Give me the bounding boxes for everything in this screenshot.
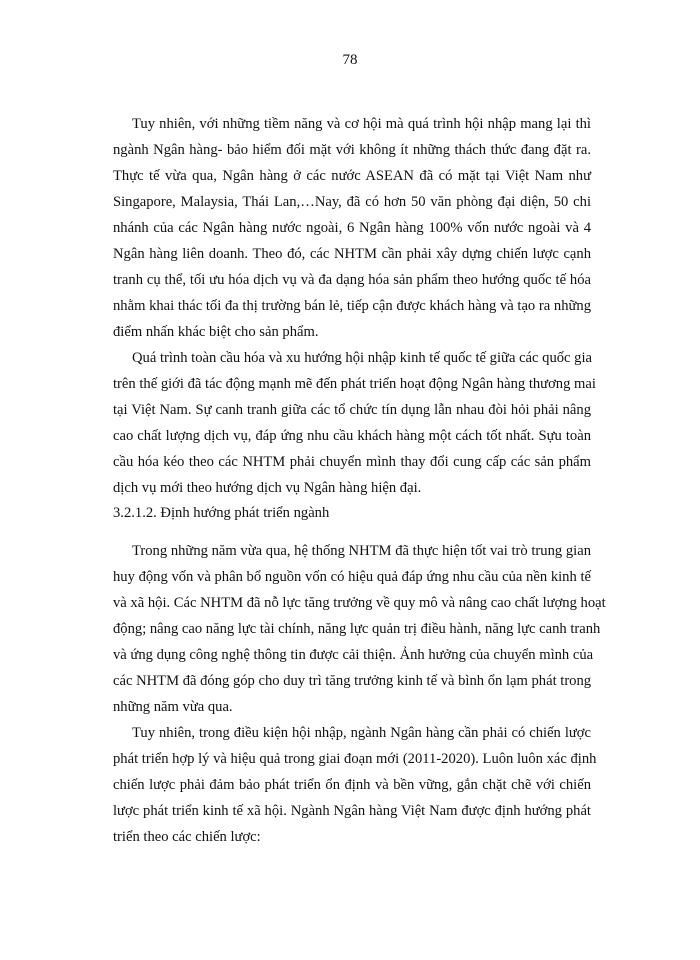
- paragraph-1-line-3: Thực tế vừa qua, Ngân hàng ở các nước ASEAN đã có mặt tại Việt Nam như: [113, 168, 591, 184]
- paragraph-4-line-4: lược phát triển kinh tế xã hội. Ngành Ngân hàng Việt Nam được định hướng phát: [113, 803, 591, 819]
- paragraph-2-line-6: dịch vụ mới theo hướng dịch vụ Ngân hàng hiện đại.: [113, 480, 422, 496]
- paragraph-2-line-5: cầu hóa kéo theo các NHTM phải chuyển mình thay đổi cung cấp các sản phẩm: [113, 454, 591, 470]
- paragraph-4-line-3: chiến lược phải đảm bảo phát triển ổn định và bền vững, gắn chặt chẽ với chiến: [113, 777, 591, 793]
- paragraph-2-line-2: trên thế giới đã tác động mạnh mẽ đến phát triển hoạt động Ngân hàng thương mai: [113, 376, 596, 392]
- paragraph-4-line-5: triển theo các chiến lược:: [113, 829, 261, 845]
- paragraph-1-line-6: Ngân hàng liên doanh. Theo đó, các NHTM cần phải xây dựng chiến lược cạnh: [113, 246, 591, 262]
- paragraph-1-line-1: Tuy nhiên, với những tiềm năng và cơ hội mà quá trình hội nhập mang lại thì: [132, 116, 591, 132]
- paragraph-1-line-2: ngành Ngân hàng- bảo hiểm đối mặt với không ít những thách thức đang đặt ra.: [113, 142, 591, 158]
- paragraph-1-line-7: tranh cụ thể, tối ưu hóa dịch vụ và đa dạng hóa sản phẩm theo hướng quốc tế hóa: [113, 272, 591, 288]
- paragraph-1-line-5: nhánh của các Ngân hàng nước ngoài, 6 Ngân hàng 100% vốn nước ngoài và 4: [113, 220, 591, 236]
- paragraph-2-line-3: tại Việt Nam. Sự canh tranh giữa các tổ chức tín dụng lẫn nhau đòi hỏi phải nâng: [113, 402, 591, 418]
- paragraph-1-line-9: điểm nhấn khác biệt cho sản phẩm.: [113, 324, 319, 340]
- paragraph-2-line-4: cao chất lượng dịch vụ, đáp ứng nhu cầu khách hàng một cách tốt nhất. Sựu toàn: [113, 428, 591, 444]
- paragraph-3-line-1: Trong những năm vừa qua, hệ thống NHTM đã thực hiện tốt vai trò trung gian: [132, 543, 591, 559]
- paragraph-1-line-4: Singapore, Malaysia, Thái Lan,…Nay, đã có hơn 50 văn phòng đại diện, 50 chi: [113, 194, 591, 210]
- paragraph-3-line-7: những năm vừa qua.: [113, 699, 233, 715]
- paragraph-4-line-1: Tuy nhiên, trong điều kiện hội nhập, ngành Ngân hàng cần phải có chiến lược: [132, 725, 591, 741]
- paragraph-3-line-5: và ứng dụng công nghệ thông tin được cải thiện. Ảnh hưởng của chuyển mình của: [113, 647, 594, 663]
- paragraph-3-line-2: huy động vốn và phân bổ nguồn vốn có hiệu quả đáp ứng nhu cầu của nền kinh tế: [113, 569, 591, 585]
- paragraph-3-line-3: và xã hội. Các NHTM đã nỗ lực tăng trưởng về quy mô và nâng cao chất lượng hoạt: [113, 595, 606, 611]
- paragraph-2-line-1: Quá trình toàn cầu hóa và xu hướng hội nhập kinh tế quốc tế giữa các quốc gia: [132, 350, 592, 366]
- paragraph-3-line-4: động; nâng cao năng lực tài chính, năng lực quản trị điều hành, năng lực canh tranh: [113, 621, 601, 637]
- page-number: 78: [342, 52, 358, 68]
- paragraph-4-line-2: phát triển hợp lý và hiệu quả trong giai đoạn mới (2011-2020). Luôn luôn xác định: [113, 751, 597, 767]
- section-heading: 3.2.1.2. Định hướng phát triển ngành: [113, 505, 330, 521]
- paragraph-3-line-6: các NHTM đã đóng góp cho duy trì tăng trưởng kinh tế và bình ổn lạm phát trong: [113, 673, 592, 689]
- paragraph-1-line-8: nhằm khai thác tối đa thị trường bán lẻ, tiếp cận được khách hàng và tạo ra những: [113, 298, 591, 314]
